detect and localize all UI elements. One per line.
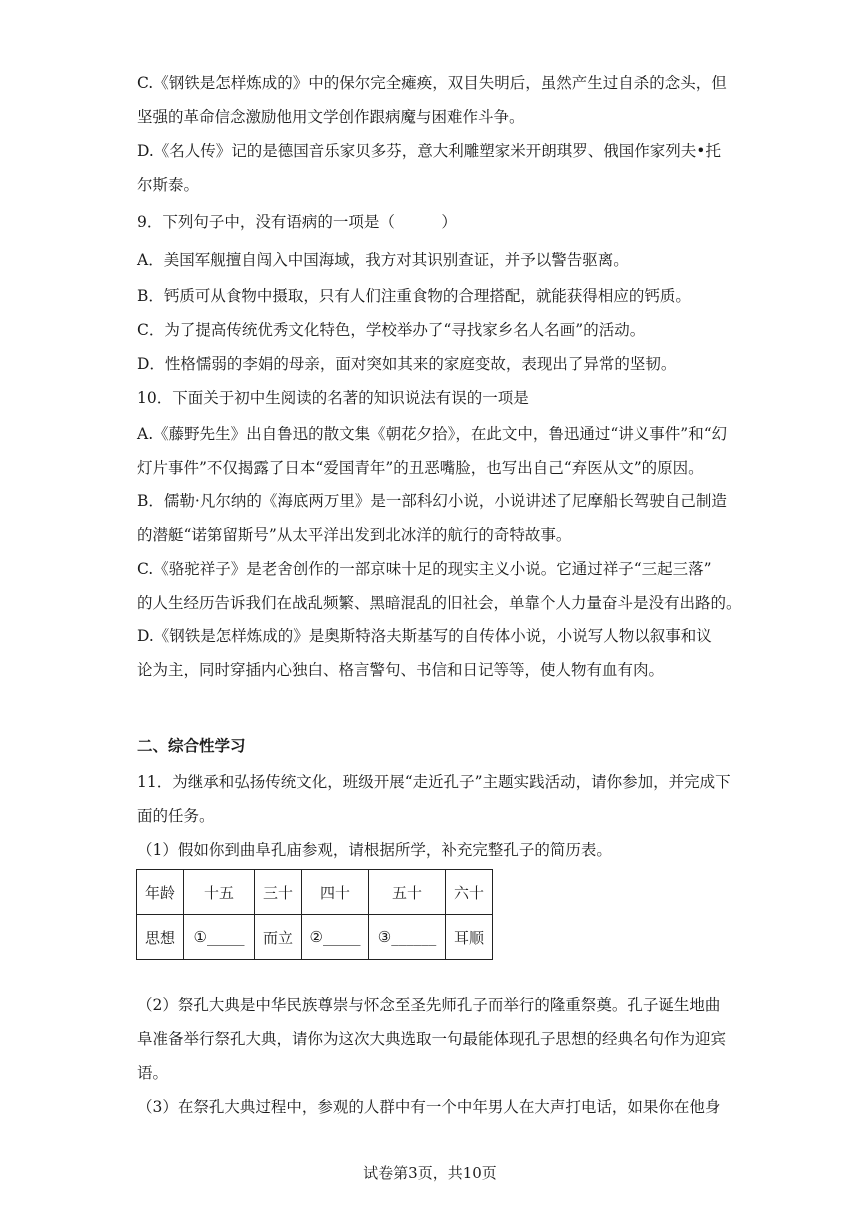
q8-option-c-line1: C.《钢铁是怎样炼成的》中的保尔完全瘫痪，双目失明后，虽然产生过自杀的念头，但 [137,74,727,92]
page-footer: 试卷第3页，共10页 [363,1164,497,1182]
q10-option-b-line2: 的潜艇“诺第留斯号”从太平洋出发到北冰洋的航行的奇特故事。 [137,526,572,544]
q10-option-c-line2: 的人生经历告诉我们在战乱频繁、黑暗混乱的旧社会，单靠个人力量奋斗是没有出路的。 [137,594,742,612]
table-cell: 年龄 [137,870,184,915]
q11-part2-line1: （2）祭孔大典是中华民族尊崇与怀念至圣先师孔子而举行的隆重祭奠。孔子诞生地曲 [137,996,721,1014]
q10-option-c-line1: C.《骆驼祥子》是老舍创作的一部京味十足的现实主义小说。它通过祥子“三起三落” [137,560,712,578]
q9-option-b: B．钙质可从食物中摄取，只有人们注重食物的合理搭配，就能获得相应的钙质。 [137,287,691,305]
q8-option-d-line2: 尔斯泰。 [137,176,200,194]
q10-option-b-line1: B．儒勒·凡尔纳的《海底两万里》是一部科幻小说，小说讲述了尼摩船长驾驶自己制造 [137,492,727,510]
confucius-resume-table [136,869,493,960]
table-row [137,915,493,960]
q9-option-c: C．为了提高传统优秀文化特色，学校举办了“寻找家乡名人名画”的活动。 [137,321,646,339]
q11-part2-line3: 语。 [137,1064,169,1082]
q11-stem-line1: 11．为继承和弘扬传统文化，班级开展“走近孔子”主题实践活动，请你参加，并完成下 [137,773,731,791]
section-heading: 二、综合性学习 [137,737,246,755]
q10-option-a-line2: 灯片事件”不仅揭露了日本“爱国青年”的丑恶嘴脸，也写出自己“弃医从文”的原因。 [137,459,704,477]
q9-stem: 9．下列句子中，没有语病的一项是（ ） [137,213,457,231]
q11-stem-line2: 面的任务。 [137,807,215,825]
table-cell: 耳顺 [446,915,493,960]
q9-option-a: A．美国军舰擅自闯入中国海域，我方对其识别查证，并予以警告驱离。 [137,251,629,269]
table-cell: 十五 [184,870,255,915]
q9-option-d: D．性格懦弱的李娟的母亲，面对突如其来的家庭变故，表现出了异常的坚韧。 [137,355,677,373]
table-cell: 而立 [255,915,302,960]
q10-option-a-line1: A.《藤野先生》出自鲁迅的散文集《朝花夕拾》，在此文中，鲁迅通过“讲义事件”和“幻 [137,425,728,443]
table-row [137,870,493,915]
q11-part3-line1: （3）在祭孔大典过程中，参观的人群中有一个中年男人在大声打电话，如果你在他身 [137,1098,721,1116]
q8-option-d-line1: D.《名人传》记的是德国音乐家贝多芬，意大利雕塑家米开朗琪罗、俄国作家列夫•托 [137,142,721,160]
table-cell: ②_____ [302,915,369,960]
table-cell: 思想 [137,915,184,960]
table-cell: ③______ [369,915,446,960]
table-cell: ①_____ [184,915,255,960]
q11-part2-line2: 阜准备举行祭孔大典，请你为这次大典选取一句最能体现孔子思想的经典名句作为迎宾 [137,1030,727,1048]
q10-option-d-line1: D.《钢铁是怎样炼成的》是奥斯特洛夫斯基写的自传体小说，小说写人物以叙事和议 [137,627,712,645]
table-cell: 六十 [446,870,493,915]
table-cell: 四十 [302,870,369,915]
table-cell: 五十 [369,870,446,915]
table-cell: 三十 [255,870,302,915]
q10-option-d-line2: 论为主，同时穿插内心独白、格言警句、书信和日记等等，使人物有血有肉。 [137,661,665,679]
q11-part1-prompt: （1）假如你到曲阜孔庙参观，请根据所学，补充完整孔子的简历表。 [137,841,612,859]
q8-option-c-line2: 坚强的革命信念激励他用文学创作跟病魔与困难作斗争。 [137,108,525,126]
q10-stem: 10．下面关于初中生阅读的名著的知识说法有误的一项是 [137,389,529,407]
